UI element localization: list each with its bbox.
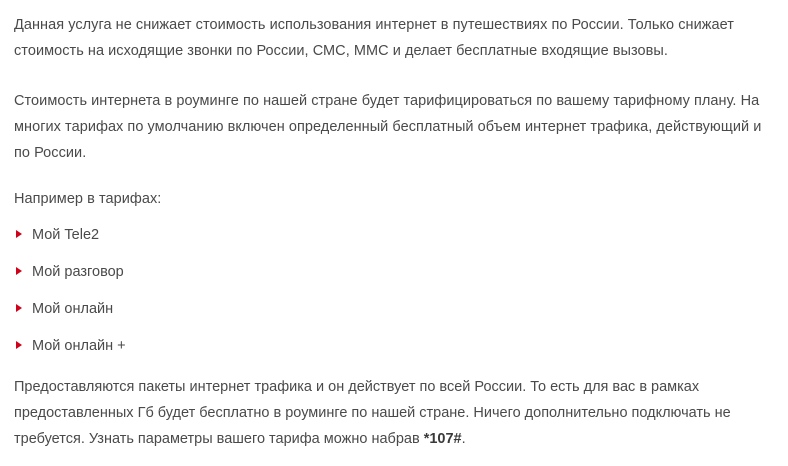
list-item-label: Мой онлайн bbox=[32, 301, 114, 317]
triangle-bullet-icon bbox=[16, 304, 22, 312]
list-item[interactable] bbox=[14, 226, 774, 244]
closing-text-before: Предоставляются пакеты интернет трафика и он действует по всей России. То есть для вас в рамках предоставленных Гб будет бесплатно в роуминге по нашей стране. Ничего дополнительно подключать не требуется. Узнать параметры вашего тарифа можно набрав bbox=[14, 379, 731, 447]
list-item[interactable] bbox=[14, 337, 774, 355]
triangle-bullet-icon bbox=[16, 267, 22, 275]
closing-text-after: . bbox=[461, 431, 466, 447]
paragraph-example-intro: Например в тарифах: bbox=[14, 191, 162, 207]
paragraph-roaming-note: Данная услуга не снижает стоимость использования интернет в путешествиях по России. Только снижает стоимость на исходящие звонки по России, СМС, ММС и делает бесплатные входящие вызовы. bbox=[14, 17, 734, 59]
paragraph-closing bbox=[14, 374, 774, 452]
list-item[interactable] bbox=[14, 263, 774, 281]
triangle-bullet-icon bbox=[16, 341, 22, 349]
ussd-code: *107# bbox=[423, 431, 462, 447]
list-item-label: Мой онлайн + bbox=[32, 338, 126, 354]
triangle-bullet-icon bbox=[16, 230, 22, 238]
list-item-label: Мой разговор bbox=[32, 264, 124, 280]
paragraph-internet-cost: Стоимость интернета в роуминге по нашей стране будет тарифицироваться по вашему тарифному плану. На многих тарифах по умолчанию включен определенный бесплатный объем интернет трафика, действующий и по России. bbox=[14, 93, 762, 161]
list-item-label: Мой Tele2 bbox=[32, 227, 100, 243]
tariff-list bbox=[14, 226, 774, 355]
list-item[interactable] bbox=[14, 300, 774, 318]
